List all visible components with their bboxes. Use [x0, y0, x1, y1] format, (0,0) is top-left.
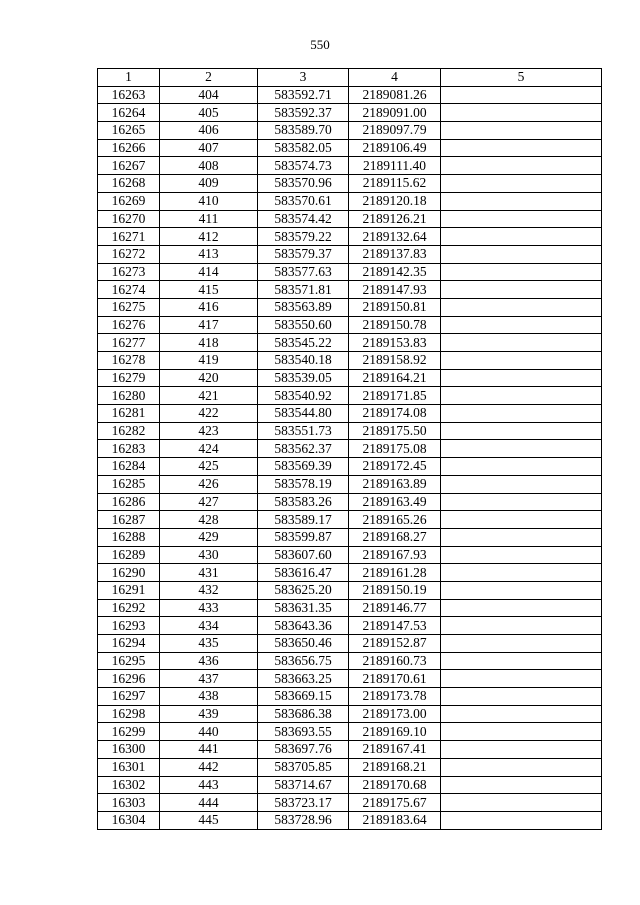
point-number-cell: 442	[160, 758, 258, 776]
y-coordinate-cell: 2189126.21	[349, 210, 441, 228]
point-number-cell: 437	[160, 670, 258, 688]
table-row	[98, 776, 602, 794]
x-coordinate-cell: 583589.17	[258, 511, 349, 529]
point-number-cell: 428	[160, 511, 258, 529]
note-cell	[441, 104, 602, 122]
row-number-cell: 16272	[98, 245, 160, 263]
y-coordinate-cell: 2189167.93	[349, 546, 441, 564]
x-coordinate-cell: 583582.05	[258, 139, 349, 157]
note-cell	[441, 422, 602, 440]
x-coordinate-cell: 583656.75	[258, 652, 349, 670]
point-number-cell: 418	[160, 334, 258, 352]
row-number-cell: 16302	[98, 776, 160, 794]
note-cell	[441, 705, 602, 723]
row-number-cell: 16300	[98, 741, 160, 759]
point-number-cell: 406	[160, 122, 258, 140]
note-cell	[441, 405, 602, 423]
note-cell	[441, 157, 602, 175]
y-coordinate-cell: 2189147.53	[349, 617, 441, 635]
point-number-cell: 412	[160, 228, 258, 246]
point-number-cell: 440	[160, 723, 258, 741]
row-number-cell: 16284	[98, 458, 160, 476]
column-header-4: 4	[349, 69, 441, 87]
note-cell	[441, 228, 602, 246]
table-row	[98, 352, 602, 370]
note-cell	[441, 263, 602, 281]
note-cell	[441, 599, 602, 617]
note-cell	[441, 564, 602, 582]
table-row	[98, 723, 602, 741]
table-row	[98, 652, 602, 670]
point-number-cell: 444	[160, 794, 258, 812]
point-number-cell: 427	[160, 493, 258, 511]
row-number-cell: 16287	[98, 511, 160, 529]
table-row	[98, 811, 602, 829]
table-row	[98, 794, 602, 812]
table-row	[98, 228, 602, 246]
row-number-cell: 16270	[98, 210, 160, 228]
point-number-cell: 415	[160, 281, 258, 299]
x-coordinate-cell: 583570.96	[258, 175, 349, 193]
y-coordinate-cell: 2189164.21	[349, 369, 441, 387]
x-coordinate-cell: 583577.63	[258, 263, 349, 281]
note-cell	[441, 210, 602, 228]
row-number-cell: 16271	[98, 228, 160, 246]
note-cell	[441, 670, 602, 688]
table-row	[98, 139, 602, 157]
row-number-cell: 16285	[98, 475, 160, 493]
x-coordinate-cell: 583569.39	[258, 458, 349, 476]
note-cell	[441, 688, 602, 706]
point-number-cell: 433	[160, 599, 258, 617]
point-number-cell: 424	[160, 440, 258, 458]
note-cell	[441, 352, 602, 370]
y-coordinate-cell: 2189097.79	[349, 122, 441, 140]
point-number-cell: 445	[160, 811, 258, 829]
table-row	[98, 210, 602, 228]
point-number-cell: 420	[160, 369, 258, 387]
note-cell	[441, 776, 602, 794]
note-cell	[441, 546, 602, 564]
row-number-cell: 16265	[98, 122, 160, 140]
note-cell	[441, 86, 602, 104]
point-number-cell: 408	[160, 157, 258, 175]
note-cell	[441, 192, 602, 210]
point-number-cell: 434	[160, 617, 258, 635]
table-row	[98, 670, 602, 688]
y-coordinate-cell: 2189172.45	[349, 458, 441, 476]
row-number-cell: 16296	[98, 670, 160, 688]
y-coordinate-cell: 2189146.77	[349, 599, 441, 617]
note-cell	[441, 369, 602, 387]
row-number-cell: 16291	[98, 581, 160, 599]
point-number-cell: 421	[160, 387, 258, 405]
x-coordinate-cell: 583625.20	[258, 581, 349, 599]
x-coordinate-cell: 583693.55	[258, 723, 349, 741]
point-number-cell: 413	[160, 245, 258, 263]
row-number-cell: 16301	[98, 758, 160, 776]
y-coordinate-cell: 2189150.78	[349, 316, 441, 334]
row-number-cell: 16298	[98, 705, 160, 723]
y-coordinate-cell: 2189175.08	[349, 440, 441, 458]
table-row	[98, 546, 602, 564]
point-number-cell: 429	[160, 528, 258, 546]
row-number-cell: 16289	[98, 546, 160, 564]
column-header-3: 3	[258, 69, 349, 87]
point-number-cell: 443	[160, 776, 258, 794]
note-cell	[441, 175, 602, 193]
y-coordinate-cell: 2189132.64	[349, 228, 441, 246]
note-cell	[441, 334, 602, 352]
note-cell	[441, 811, 602, 829]
x-coordinate-cell: 583669.15	[258, 688, 349, 706]
y-coordinate-cell: 2189171.85	[349, 387, 441, 405]
row-number-cell: 16292	[98, 599, 160, 617]
row-number-cell: 16273	[98, 263, 160, 281]
table-row	[98, 298, 602, 316]
y-coordinate-cell: 2189169.10	[349, 723, 441, 741]
y-coordinate-cell: 2189173.00	[349, 705, 441, 723]
table-row	[98, 493, 602, 511]
x-coordinate-cell: 583540.18	[258, 352, 349, 370]
y-coordinate-cell: 2189137.83	[349, 245, 441, 263]
row-number-cell: 16266	[98, 139, 160, 157]
note-cell	[441, 635, 602, 653]
column-header-1: 1	[98, 69, 160, 87]
x-coordinate-cell: 583728.96	[258, 811, 349, 829]
x-coordinate-cell: 583592.37	[258, 104, 349, 122]
row-number-cell: 16288	[98, 528, 160, 546]
y-coordinate-cell: 2189183.64	[349, 811, 441, 829]
row-number-cell: 16294	[98, 635, 160, 653]
y-coordinate-cell: 2189165.26	[349, 511, 441, 529]
table-row	[98, 422, 602, 440]
note-cell	[441, 581, 602, 599]
note-cell	[441, 511, 602, 529]
y-coordinate-cell: 2189175.67	[349, 794, 441, 812]
note-cell	[441, 617, 602, 635]
y-coordinate-cell: 2189160.73	[349, 652, 441, 670]
x-coordinate-cell: 583574.73	[258, 157, 349, 175]
y-coordinate-cell: 2189167.41	[349, 741, 441, 759]
y-coordinate-cell: 2189120.18	[349, 192, 441, 210]
note-cell	[441, 281, 602, 299]
x-coordinate-cell: 583663.25	[258, 670, 349, 688]
x-coordinate-cell: 583574.42	[258, 210, 349, 228]
point-number-cell: 439	[160, 705, 258, 723]
point-number-cell: 405	[160, 104, 258, 122]
y-coordinate-cell: 2189163.49	[349, 493, 441, 511]
column-header-5: 5	[441, 69, 602, 87]
table-row	[98, 263, 602, 281]
y-coordinate-cell: 2189173.78	[349, 688, 441, 706]
note-cell	[441, 440, 602, 458]
point-number-cell: 409	[160, 175, 258, 193]
y-coordinate-cell: 2189170.68	[349, 776, 441, 794]
row-number-cell: 16299	[98, 723, 160, 741]
y-coordinate-cell: 2189170.61	[349, 670, 441, 688]
point-number-cell: 430	[160, 546, 258, 564]
x-coordinate-cell: 583539.05	[258, 369, 349, 387]
x-coordinate-cell: 583631.35	[258, 599, 349, 617]
table-row	[98, 564, 602, 582]
note-cell	[441, 493, 602, 511]
table-row	[98, 635, 602, 653]
note-cell	[441, 139, 602, 157]
row-number-cell: 16277	[98, 334, 160, 352]
note-cell	[441, 794, 602, 812]
table-row	[98, 581, 602, 599]
table-row	[98, 528, 602, 546]
row-number-cell: 16274	[98, 281, 160, 299]
note-cell	[441, 723, 602, 741]
x-coordinate-cell: 583570.61	[258, 192, 349, 210]
y-coordinate-cell: 2189150.19	[349, 581, 441, 599]
y-coordinate-cell: 2189152.87	[349, 635, 441, 653]
row-number-cell: 16279	[98, 369, 160, 387]
point-number-cell: 436	[160, 652, 258, 670]
row-number-cell: 16268	[98, 175, 160, 193]
column-header-2: 2	[160, 69, 258, 87]
table-row	[98, 458, 602, 476]
point-number-cell: 426	[160, 475, 258, 493]
table-row	[98, 705, 602, 723]
y-coordinate-cell: 2189158.92	[349, 352, 441, 370]
y-coordinate-cell: 2189168.21	[349, 758, 441, 776]
row-number-cell: 16286	[98, 493, 160, 511]
note-cell	[441, 122, 602, 140]
y-coordinate-cell: 2189081.26	[349, 86, 441, 104]
row-number-cell: 16295	[98, 652, 160, 670]
point-number-cell: 425	[160, 458, 258, 476]
row-number-cell: 16304	[98, 811, 160, 829]
table-row	[98, 369, 602, 387]
y-coordinate-cell: 2189091.00	[349, 104, 441, 122]
table-row	[98, 741, 602, 759]
x-coordinate-cell: 583599.87	[258, 528, 349, 546]
x-coordinate-cell: 583578.19	[258, 475, 349, 493]
note-cell	[441, 316, 602, 334]
table-row	[98, 122, 602, 140]
point-number-cell: 414	[160, 263, 258, 281]
note-cell	[441, 245, 602, 263]
point-number-cell: 411	[160, 210, 258, 228]
x-coordinate-cell: 583650.46	[258, 635, 349, 653]
row-number-cell: 16283	[98, 440, 160, 458]
row-number-cell: 16290	[98, 564, 160, 582]
row-number-cell: 16293	[98, 617, 160, 635]
y-coordinate-cell: 2189115.62	[349, 175, 441, 193]
row-number-cell: 16275	[98, 298, 160, 316]
note-cell	[441, 475, 602, 493]
point-number-cell: 410	[160, 192, 258, 210]
point-number-cell: 432	[160, 581, 258, 599]
x-coordinate-cell: 583723.17	[258, 794, 349, 812]
table-row	[98, 475, 602, 493]
table-row	[98, 281, 602, 299]
table-row	[98, 175, 602, 193]
page-number: 550	[310, 37, 330, 52]
note-cell	[441, 387, 602, 405]
x-coordinate-cell: 583643.36	[258, 617, 349, 635]
row-number-cell: 16264	[98, 104, 160, 122]
point-number-cell: 423	[160, 422, 258, 440]
table-body	[98, 86, 602, 829]
table-row	[98, 511, 602, 529]
note-cell	[441, 758, 602, 776]
x-coordinate-cell: 583545.22	[258, 334, 349, 352]
table-row	[98, 104, 602, 122]
point-number-cell: 404	[160, 86, 258, 104]
table-row	[98, 758, 602, 776]
table-row	[98, 599, 602, 617]
table-row	[98, 192, 602, 210]
table-row	[98, 157, 602, 175]
point-number-cell: 438	[160, 688, 258, 706]
row-number-cell: 16269	[98, 192, 160, 210]
x-coordinate-cell: 583540.92	[258, 387, 349, 405]
x-coordinate-cell: 583616.47	[258, 564, 349, 582]
row-number-cell: 16281	[98, 405, 160, 423]
table-row	[98, 387, 602, 405]
x-coordinate-cell: 583697.76	[258, 741, 349, 759]
note-cell	[441, 741, 602, 759]
point-number-cell: 422	[160, 405, 258, 423]
point-number-cell: 419	[160, 352, 258, 370]
x-coordinate-cell: 583589.70	[258, 122, 349, 140]
y-coordinate-cell: 2189106.49	[349, 139, 441, 157]
point-number-cell: 407	[160, 139, 258, 157]
note-cell	[441, 528, 602, 546]
table-row	[98, 86, 602, 104]
y-coordinate-cell: 2189147.93	[349, 281, 441, 299]
x-coordinate-cell: 583551.73	[258, 422, 349, 440]
x-coordinate-cell: 583571.81	[258, 281, 349, 299]
note-cell	[441, 298, 602, 316]
y-coordinate-cell: 2189161.28	[349, 564, 441, 582]
y-coordinate-cell: 2189150.81	[349, 298, 441, 316]
row-number-cell: 16278	[98, 352, 160, 370]
note-cell	[441, 458, 602, 476]
x-coordinate-cell: 583544.80	[258, 405, 349, 423]
x-coordinate-cell: 583583.26	[258, 493, 349, 511]
table-row	[98, 316, 602, 334]
table-row	[98, 688, 602, 706]
point-number-cell: 435	[160, 635, 258, 653]
table-row	[98, 617, 602, 635]
x-coordinate-cell: 583705.85	[258, 758, 349, 776]
x-coordinate-cell: 583714.67	[258, 776, 349, 794]
point-number-cell: 416	[160, 298, 258, 316]
y-coordinate-cell: 2189174.08	[349, 405, 441, 423]
x-coordinate-cell: 583686.38	[258, 705, 349, 723]
table-row	[98, 405, 602, 423]
y-coordinate-cell: 2189168.27	[349, 528, 441, 546]
row-number-cell: 16280	[98, 387, 160, 405]
y-coordinate-cell: 2189163.89	[349, 475, 441, 493]
point-number-cell: 417	[160, 316, 258, 334]
x-coordinate-cell: 583592.71	[258, 86, 349, 104]
table-row	[98, 440, 602, 458]
x-coordinate-cell: 583563.89	[258, 298, 349, 316]
y-coordinate-cell: 2189142.35	[349, 263, 441, 281]
row-number-cell: 16276	[98, 316, 160, 334]
x-coordinate-cell: 583579.37	[258, 245, 349, 263]
row-number-cell: 16303	[98, 794, 160, 812]
table-row	[98, 334, 602, 352]
x-coordinate-cell: 583550.60	[258, 316, 349, 334]
table-row	[98, 245, 602, 263]
row-number-cell: 16267	[98, 157, 160, 175]
x-coordinate-cell: 583607.60	[258, 546, 349, 564]
row-number-cell: 16263	[98, 86, 160, 104]
table-header-row	[98, 69, 602, 87]
x-coordinate-cell: 583562.37	[258, 440, 349, 458]
row-number-cell: 16282	[98, 422, 160, 440]
point-number-cell: 441	[160, 741, 258, 759]
y-coordinate-cell: 2189175.50	[349, 422, 441, 440]
note-cell	[441, 652, 602, 670]
x-coordinate-cell: 583579.22	[258, 228, 349, 246]
y-coordinate-cell: 2189153.83	[349, 334, 441, 352]
y-coordinate-cell: 2189111.40	[349, 157, 441, 175]
coordinates-table	[97, 68, 602, 830]
row-number-cell: 16297	[98, 688, 160, 706]
point-number-cell: 431	[160, 564, 258, 582]
